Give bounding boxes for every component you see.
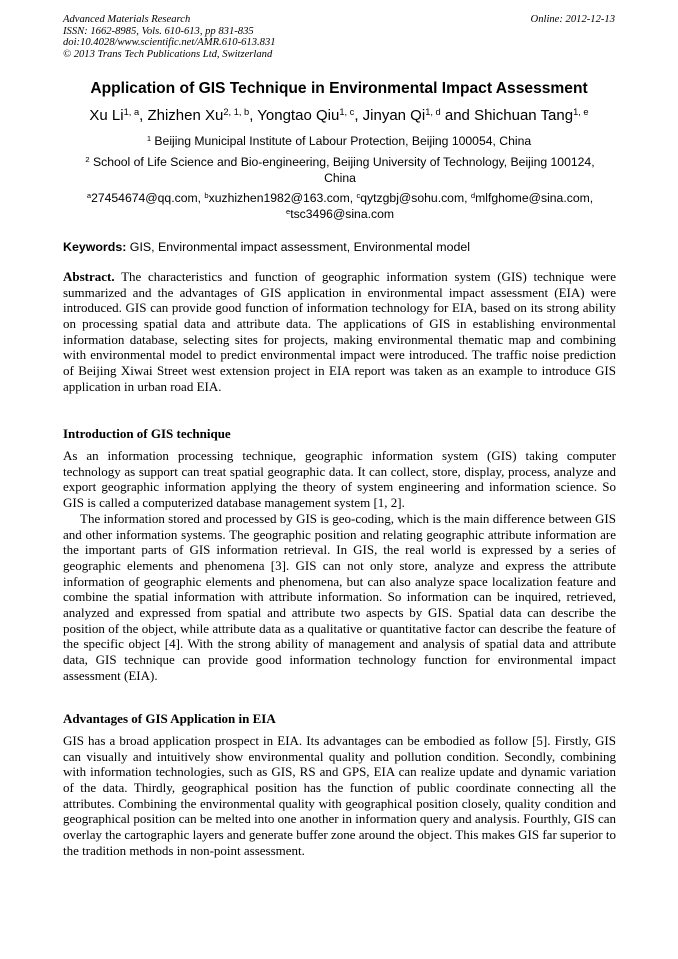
email[interactable]: qytzgbj@sohu.com, (360, 191, 471, 205)
email-sup: d (470, 190, 476, 200)
email[interactable]: 27454674@qq.com, (91, 191, 205, 205)
email[interactable]: mlfghome@sina.com, (475, 191, 594, 205)
author: Jinyan Qi (362, 107, 426, 124)
author-sup: 1, c (339, 106, 355, 117)
journal-header (63, 14, 276, 60)
email-sup: e (285, 206, 291, 216)
affiliation-sup: 1 (146, 133, 152, 143)
email-sup: b (204, 190, 209, 200)
affiliation-text: School of Life Science and Bio-engineering, Beijing University of Technology, Beijing 100124, China (89, 155, 595, 185)
abstract-text: The characteristics and function of geographic information system (GIS) technique were summarized and the advantages of GIS application in environmental impact assessment (EIA) were introduced. GIS can provide good function of information technology for EIA, based on its strong ability on processing spatial data and attribute data. The applications of GIS in establishing environmental information database, selecting sites for projects, making environmental thematic map and combining with environmental model to predict environmental impact were introduced. The traffic noise prediction of Beijing Xiwai Street west extension project in EIA report was taken as an example to introduce GIS application in urban road EIA. (63, 269, 616, 394)
email[interactable]: tsc3496@sina.com (290, 207, 395, 221)
separator: and (440, 107, 475, 124)
author: Yongtao Qiu (257, 107, 340, 124)
author: Zhizhen Xu (147, 107, 224, 124)
affiliation-sup: 2 (85, 154, 90, 164)
author: Xu Li (89, 107, 124, 124)
journal-name: Advanced Materials Research (63, 14, 191, 25)
affiliation-2 (70, 154, 610, 186)
keywords (63, 240, 470, 254)
doi: doi:10.4028/www.scientific.net/AMR.610-613.831 (63, 37, 276, 49)
separator: , (249, 107, 258, 124)
author-sup: 1, e (573, 106, 589, 117)
author-sup: 1, d (425, 106, 441, 117)
paragraph: The information stored and processed by GIS is geo-coding, which is the main difference between GIS and other information systems. The geographic position and relating geographic attribute information are the important parts of GIS information retrieval. In GIS, the real world is expressed by a series of geographic elements and phenomena [3]. GIS can not only store, analyze and express the attribute information of geographic elements and phenomena, but can also analyze space localization feature and combine the spatial information with attribute information. So information can be inquired, retrieved, analyzed and expressed from spatial and attribute two aspects by GIS. Spatial data can describe the position of the object, while attribute data as a qualitative or quantitative factor can describe the feature of the specific object [4]. With the strong ability of management and analysis of spatial data and attribute data, GIS technique can provide good information technology function for environmental impact assessment (EIA). (63, 511, 616, 683)
copyright: © 2013 Trans Tech Publications Ltd, Switzerland (63, 48, 273, 60)
abstract (63, 269, 616, 394)
keywords-label: Keywords: (63, 240, 127, 254)
affiliation-text: Beijing Municipal Institute of Labour Protection, Beijing 100054, China (151, 134, 532, 148)
author-sup: 2, 1, b (223, 106, 250, 117)
affiliation-1 (63, 133, 615, 149)
email-sup: a (86, 190, 92, 200)
email-list (70, 190, 610, 222)
issn: ISSN: 1662-8985, Vols. 610-613, pp 831-835 (63, 25, 254, 37)
author-sup: 1, a (123, 106, 140, 117)
separator: , (139, 107, 148, 124)
keywords-text: GIS, Environmental impact assessment, Environmental model (126, 240, 470, 254)
paragraph: GIS has a broad application prospect in EIA. Its advantages can be embodied as follow [5]. Firstly, GIS can visually and intuitively show environmental quality and pollution condition. Secondly, combining with information technologies, such as GIS, RS and GPS, EIA can realize update and dynamic variation of the data. Thirdly, geographical position has the function of public coordinate connecting all the attributes. Combining the environmental quality with geographical position closely, quality condition and geographical position can be melted into one another in information query and analysis. Fourthly, GIS can overlay the cartographic layers and generate buffer zone around the object. This makes GIS far superior to the tradition methods in non-point assessment. (63, 733, 616, 858)
paragraph: As an information processing technique, geographic information system (GIS) taking computer technology as support can treat spatial geographic data. It can collect, store, display, process, analyze and export geographic information applying the theory of system engineering and information science. So GIS is called a computerized database management system [1, 2]. (63, 448, 616, 510)
abstract-label: Abstract. (63, 269, 115, 284)
separator: , (354, 107, 363, 124)
author-list (0, 107, 678, 124)
author: Shichuan Tang (474, 107, 574, 124)
email[interactable]: xuzhizhen1982@163.com, (208, 191, 357, 205)
section-heading: Introduction of GIS technique (63, 426, 231, 441)
email-sup: c (356, 190, 361, 200)
online-date: Online: 2012-12-13 (530, 14, 615, 25)
paper-title: Application of GIS Technique in Environmental Impact Assessment (90, 80, 588, 97)
section-heading: Advantages of GIS Application in EIA (63, 711, 276, 726)
